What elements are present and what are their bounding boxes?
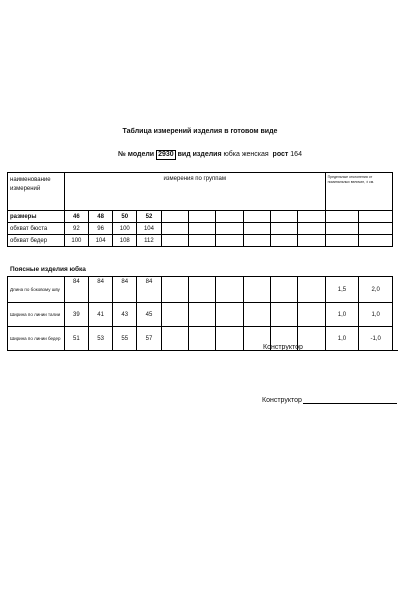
tolerance-cell: -1,0 <box>359 327 393 351</box>
signature-line <box>304 343 398 351</box>
constructor-label: Конструктор <box>263 344 303 351</box>
empty-cell <box>243 211 270 223</box>
value-cell: 104 <box>137 223 161 235</box>
header-tolerance: Предельные отклонения от номинальных величин, ± см. <box>325 173 392 211</box>
size-cell: 48 <box>88 211 112 223</box>
height-label: рост <box>272 151 289 158</box>
tolerance-cell: 1,0 <box>359 303 393 327</box>
empty-cell <box>298 223 325 235</box>
empty-cell <box>243 277 270 303</box>
waist-items-table <box>7 276 393 351</box>
empty-cell <box>298 277 325 303</box>
empty-cell <box>216 327 243 351</box>
empty-cell <box>188 303 215 327</box>
empty-cell <box>325 223 359 235</box>
empty-cell <box>216 223 243 235</box>
empty-cell <box>161 327 188 351</box>
empty-cell <box>243 303 270 327</box>
empty-cell <box>359 235 393 247</box>
value-cell: 84 <box>113 277 137 303</box>
table-row <box>8 303 393 327</box>
empty-cell <box>359 223 393 235</box>
value-cell: 104 <box>88 235 112 247</box>
row-label: Ширина по линии бедер <box>8 327 65 351</box>
empty-cell <box>188 327 215 351</box>
tolerance-cell: 1,0 <box>325 327 359 351</box>
value-cell: 84 <box>64 277 88 303</box>
empty-cell <box>243 235 270 247</box>
constructor-label: Конструктор <box>262 397 302 404</box>
sizes-label: размеры <box>8 211 65 223</box>
value-cell: 41 <box>88 303 112 327</box>
value-cell: 57 <box>137 327 161 351</box>
empty-cell <box>270 235 297 247</box>
signature-line <box>303 396 397 404</box>
value-cell: 84 <box>137 277 161 303</box>
model-number: 2930 <box>158 151 174 158</box>
value-cell: 112 <box>137 235 161 247</box>
value-cell: 53 <box>88 327 112 351</box>
tolerance-cell: 2,0 <box>359 277 393 303</box>
empty-cell <box>270 223 297 235</box>
size-cell: 46 <box>64 211 88 223</box>
row-label: обхват бюста <box>8 223 65 235</box>
empty-cell <box>161 211 188 223</box>
empty-cell <box>270 277 297 303</box>
value-cell: 108 <box>113 235 137 247</box>
value-cell: 45 <box>137 303 161 327</box>
empty-cell <box>188 223 215 235</box>
empty-cell <box>216 303 243 327</box>
height-value: 164 <box>290 151 302 158</box>
value-cell: 39 <box>64 303 88 327</box>
empty-cell <box>298 235 325 247</box>
constructor-signature <box>263 343 398 351</box>
tolerance-cell: 1,0 <box>325 303 359 327</box>
section-title: Поясные изделия юбка <box>10 266 86 273</box>
empty-cell <box>216 211 243 223</box>
measurement-table <box>7 172 393 247</box>
table-row <box>8 277 393 303</box>
table-row <box>8 223 393 235</box>
row-label: Ширина по линии талии <box>8 303 65 327</box>
empty-cell <box>298 303 325 327</box>
value-cell: 92 <box>64 223 88 235</box>
value-cell: 55 <box>113 327 137 351</box>
empty-cell <box>188 235 215 247</box>
size-cell: 52 <box>137 211 161 223</box>
table-row <box>8 235 393 247</box>
empty-cell <box>243 223 270 235</box>
row-label: Длина по боковому шву <box>8 277 65 303</box>
empty-cell <box>216 277 243 303</box>
value-cell: 100 <box>64 235 88 247</box>
empty-cell <box>161 303 188 327</box>
model-label: № модели <box>118 151 155 158</box>
value-cell: 51 <box>64 327 88 351</box>
empty-cell <box>298 211 325 223</box>
empty-cell <box>270 211 297 223</box>
sizes-row <box>8 211 393 223</box>
header-groups: измерения по группам <box>64 173 325 211</box>
model-line <box>118 150 302 160</box>
item-type-value: юбка женская <box>223 151 269 158</box>
row-label: обхват бедер <box>8 235 65 247</box>
empty-cell <box>325 211 359 223</box>
value-cell: 96 <box>88 223 112 235</box>
item-type-label: вид изделия <box>177 151 222 158</box>
empty-cell <box>216 235 243 247</box>
constructor-signature <box>262 396 397 404</box>
value-cell: 100 <box>113 223 137 235</box>
empty-cell <box>161 277 188 303</box>
value-cell: 84 <box>88 277 112 303</box>
empty-cell <box>161 235 188 247</box>
empty-cell <box>161 223 188 235</box>
header-name: наименование измерений <box>8 173 65 211</box>
document-title: Таблица измерений изделия в готовом виде <box>122 128 278 135</box>
empty-cell <box>359 211 393 223</box>
empty-cell <box>188 277 215 303</box>
empty-cell <box>270 303 297 327</box>
empty-cell <box>188 211 215 223</box>
value-cell: 43 <box>113 303 137 327</box>
empty-cell <box>325 235 359 247</box>
tolerance-cell: 1,5 <box>325 277 359 303</box>
size-cell: 50 <box>113 211 137 223</box>
